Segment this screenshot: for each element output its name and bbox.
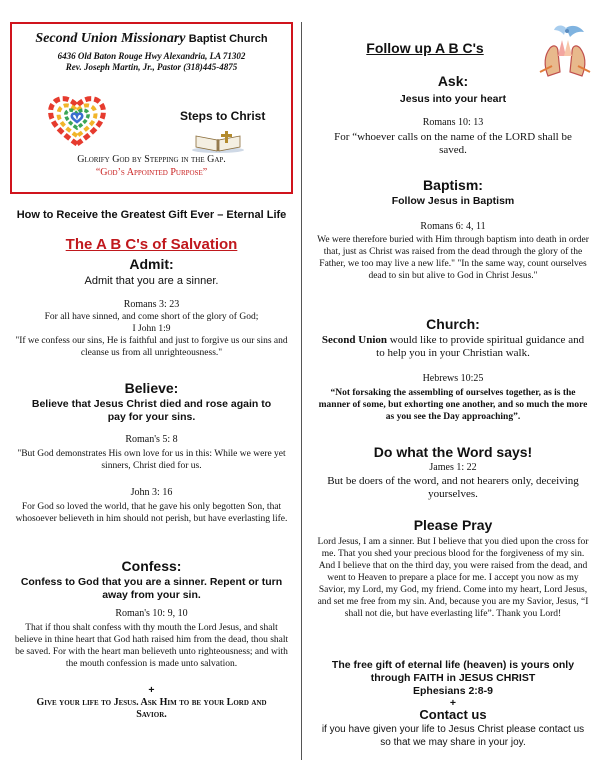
praying-hands-dove-icon (536, 22, 594, 80)
motto: Glorify God by Stepping in the Gap. (77, 154, 226, 165)
church-heading: Church: (426, 316, 480, 332)
gift-text: The free gift of eternal life (heaven) is yours only through FAITH in JESUS CHRIST (331, 659, 575, 684)
column-divider (301, 22, 302, 760)
believe-ref-2: John 3: 16 (130, 487, 173, 498)
steps-to-christ-label: Steps to Christ (180, 109, 266, 123)
confess-verse: That if thou shalt confess with thy mouth the Lord Jesus, and shalt believe in thine heart that God hath raised him from the dead, thou shalt be saved. For with the heart man believeth unto righteousness; and with the mouth confession is made unto salvation. (14, 623, 289, 669)
ask-ref: Romans 10: 13 (422, 117, 484, 128)
pray-heading: Please Pray (413, 517, 493, 533)
word-ref: James 1: 22 (429, 462, 477, 473)
church-name-line (12, 30, 291, 47)
contact-text: if you have given your life to Jesus Christ please contact us so that we may share in your joy. (321, 724, 585, 748)
believe-verse-1: "But God demonstrates His own love for us in this: While we were yet sinners, Christ died for us. (17, 449, 286, 471)
pastor-line: Rev. Joseph Martin, Jr., Pastor (318)445-4875 (65, 62, 238, 72)
admit-heading: Admit: (129, 256, 174, 272)
abc-title: The A B C's of Salvation (65, 236, 238, 253)
believe-ref-1: Roman's 5: 8 (125, 434, 178, 445)
ask-verse: For “whoever calls on the name of the LORD shall be saved. (334, 131, 572, 156)
church-address-block (12, 51, 291, 73)
admit-verse-1: For all have sinned, and come short of the glory of God; (44, 312, 259, 322)
church-type: Baptist Church (188, 33, 268, 45)
follow-up-title: Follow up A B C's (366, 40, 484, 56)
admit-text: Admit that you are a sinner. (84, 275, 219, 287)
plus-sign: + (148, 684, 155, 696)
church-text: would like to provide spiritual guidance and to help you in your Christian walk. (376, 334, 585, 359)
baptism-verse: We were therefore buried with Him through baptism into death in order that, just as Christ was raised from the dead through the glory of the Father, we too may live a new life." "In the same way, count ourselves dead to sin but alive to God in Christ Jesus." (317, 235, 589, 281)
admit-ref-2: I John 1:9 (132, 324, 171, 334)
confess-ref: Roman's 10: 9, 10 (115, 608, 188, 619)
ask-sub: Jesus into your heart (399, 93, 507, 105)
church-text-block (312, 334, 594, 360)
church-name-bold: Second Union (321, 334, 388, 346)
church-header (10, 22, 293, 194)
left-column (10, 22, 293, 720)
word-heading: Do what the Word says! (373, 444, 533, 460)
rainbow-heart-icon (48, 94, 106, 146)
baptism-ref: Romans 6: 4, 11 (420, 221, 486, 232)
confess-heading: Confess: (121, 558, 182, 574)
baptism-sub: Follow Jesus in Baptism (391, 195, 515, 207)
admit-ref: Romans 3: 23 (123, 299, 180, 310)
intro-heading: How to Receive the Greatest Gift Ever – Eternal Life (16, 209, 287, 221)
ask-heading: Ask: (437, 73, 469, 89)
bible-icon (190, 130, 246, 154)
church-ref: Hebrews 10:25 (422, 373, 484, 384)
word-verse: But be doers of the word, and not hearers only, deceiving yourselves. (327, 475, 579, 500)
church-name: Second Union Missionary (35, 31, 186, 46)
confess-text: Confess to God that you are a sinner. Repent or turn away from your sin. (20, 576, 283, 601)
prayer-text: Lord Jesus, I am a sinner. But I believe that you died upon the cross for me. That you shed your precious blood for the forgiveness of my sin. And I believe that on the third day, you were raised from the dead, and went to Heaven to prepare a place for me. I accept you now as my Savior, my Lord, my God, my friend. Come into my heart, Lord Jesus, and set me free from my sin. And, because you are my Savior, Jesus, “I shall not die, but have everlasting life”. Thank you Lord! (317, 537, 589, 619)
believe-verse-2: For God so loved the world, that he gave his only begotten Son, that whosoever believeth in him should not perish, but have everlasting life. (15, 502, 288, 524)
admit-verse-2: "If we confess our sins, He is faithful and just to forgive us our sins and cleanse us from all unrighteousness." (15, 336, 288, 358)
contact-heading: Contact us (419, 707, 487, 722)
give-your-life: Give your life to Jesus. Ask Him to be your Lord and Savior. (36, 697, 267, 720)
church-address: 6436 Old Baton Rouge Hwy Alexandria, LA 71302 (57, 51, 246, 61)
believe-heading: Believe: (124, 380, 179, 396)
baptism-heading: Baptism: (423, 177, 483, 193)
plus-sign-right: + (449, 697, 457, 709)
gift-ref: Ephesians 2:8-9 (413, 685, 493, 697)
church-verse: “Not forsaking the assembling of ourselves together, as is the manner of some, but exhorting one another, and so much the more as you see the Day approaching”. (318, 388, 588, 422)
purpose-line: “God’s Appointed Purpose” (95, 167, 208, 178)
believe-text: Believe that Jesus Christ died and rose again to pay for your sins. (31, 398, 272, 423)
